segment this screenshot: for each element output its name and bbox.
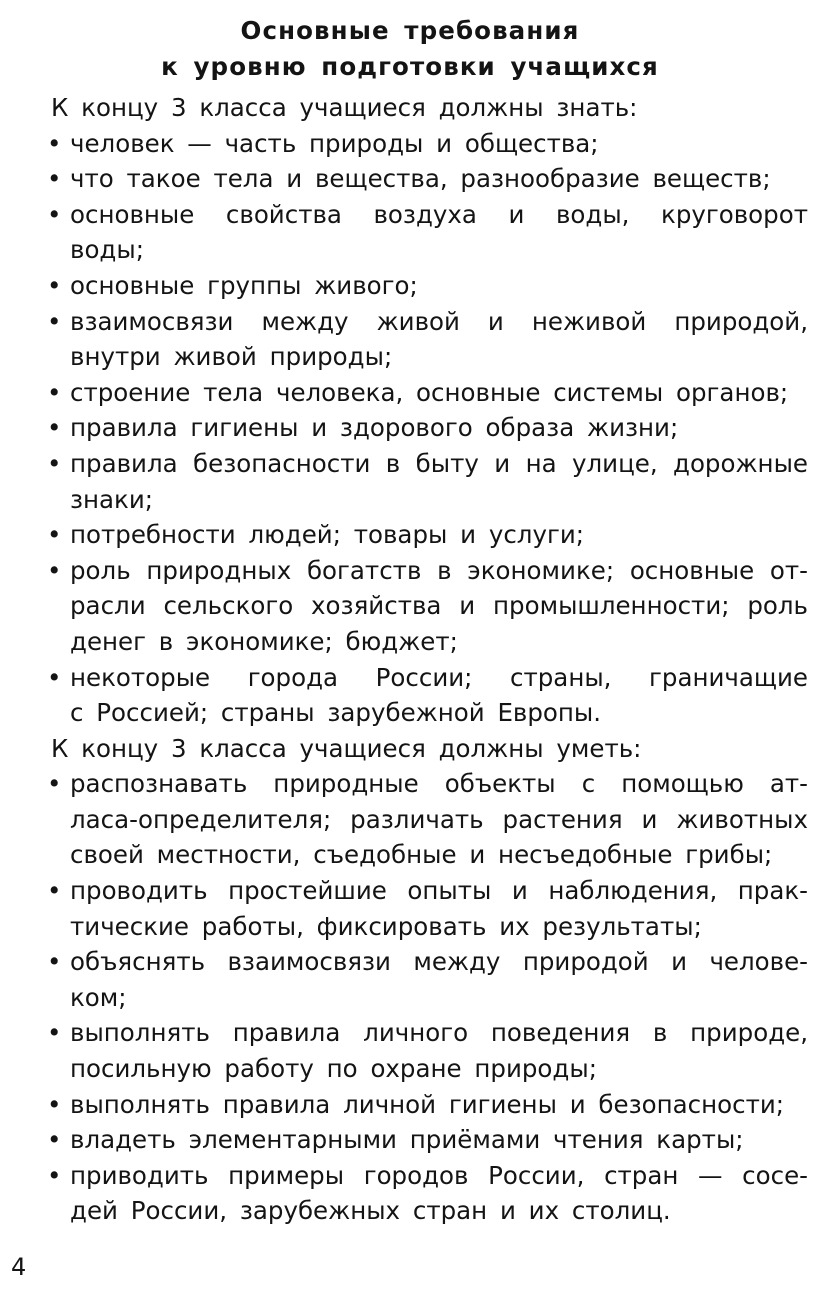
- list-item-line: объяснять взаимосвязи между природой и челове-: [70, 947, 808, 977]
- bullet-icon: •: [47, 555, 62, 585]
- list-item: [0, 126, 820, 162]
- list-item-line: денег в экономике; бюджет;: [70, 626, 458, 656]
- list-item: [0, 766, 820, 873]
- list-item: [0, 268, 820, 304]
- list-item: [0, 1122, 820, 1158]
- bullet-icon: •: [47, 448, 62, 478]
- list-item-line: распознавать природные объекты с помощью ат-: [70, 769, 808, 799]
- requirements-content: [0, 90, 820, 1229]
- bullet-icon: •: [47, 164, 62, 194]
- list-item-line: своей местности, съедобные и несъедобные грибы;: [70, 840, 773, 870]
- list-item-line: тические работы, фиксировать их результаты;: [70, 911, 702, 941]
- page-title: [0, 0, 820, 85]
- list-item-line: посильную работу по охране природы;: [70, 1054, 597, 1084]
- list-item-line: роль природных богатств в экономике; основные от-: [70, 555, 808, 585]
- know-lead: К концу 3 класса учащиеся должны знать:: [51, 93, 638, 122]
- list-item-line: основные свойства воздуха и воды, круговорот: [70, 199, 808, 229]
- bullet-icon: •: [47, 947, 62, 977]
- bullet-icon: •: [47, 270, 62, 300]
- list-item-line: что такое тела и вещества, разнообразие веществ;: [70, 164, 771, 194]
- list-item: [0, 660, 820, 731]
- list-item: [0, 1015, 820, 1086]
- list-item-line: ком;: [70, 982, 127, 1012]
- bullet-icon: •: [47, 1160, 62, 1190]
- know-list: [0, 126, 820, 731]
- list-item: [0, 375, 820, 411]
- list-item-line: с Россией; страны зарубежной Европы.: [70, 698, 602, 728]
- can-list: [0, 766, 820, 1229]
- list-item-line: владеть элементарными приёмами чтения карты;: [70, 1125, 744, 1155]
- list-item-line: выполнять правила личного поведения в природе,: [70, 1018, 808, 1048]
- list-item-line: человек — часть природы и общества;: [70, 128, 599, 158]
- title-line-1: Основные требования: [240, 16, 580, 45]
- list-item: [0, 553, 820, 660]
- list-item-line: знаки;: [70, 484, 154, 514]
- list-item-line: приводить примеры городов России, стран — сосе-: [70, 1160, 808, 1190]
- bullet-icon: •: [47, 377, 62, 407]
- list-item: [0, 410, 820, 446]
- list-item: [0, 197, 820, 268]
- can-lead: К концу 3 класса учащиеся должны уметь:: [51, 733, 642, 763]
- list-item-line: некоторые города России; страны, граничащие: [70, 662, 808, 692]
- list-item-line: строение тела человека, основные системы органов;: [70, 377, 789, 407]
- bullet-icon: •: [47, 876, 62, 906]
- list-item-line: внутри живой природы;: [70, 342, 393, 372]
- list-item: [0, 1158, 820, 1229]
- list-item: [0, 1087, 820, 1123]
- list-item-line: ласа-определителя; различать растения и животных: [70, 804, 808, 834]
- list-item: [0, 446, 820, 517]
- list-item-line: правила гигиены и здорового образа жизни;: [70, 413, 679, 443]
- page-number: 4: [11, 1253, 27, 1281]
- bullet-icon: •: [47, 662, 62, 692]
- list-item-line: дей России, зарубежных стран и их столиц.: [70, 1196, 671, 1226]
- bullet-icon: •: [47, 769, 62, 799]
- list-item-line: основные группы живого;: [70, 270, 418, 300]
- list-item-line: расли сельского хозяйства и промышленности; роль: [70, 591, 808, 621]
- list-item-line: потребности людей; товары и услуги;: [70, 520, 585, 550]
- list-item-line: воды;: [70, 235, 144, 265]
- list-item: [0, 517, 820, 553]
- list-item: [0, 304, 820, 375]
- bullet-icon: •: [47, 413, 62, 443]
- list-item-line: выполнять правила личной гигиены и безопасности;: [70, 1089, 785, 1119]
- list-item-line: взаимосвязи между живой и неживой природой,: [70, 306, 808, 336]
- list-item: [0, 161, 820, 197]
- bullet-icon: •: [47, 520, 62, 550]
- list-item: [0, 873, 820, 944]
- list-item: [0, 944, 820, 1015]
- list-item-line: проводить простейшие опыты и наблюдения, прак-: [70, 876, 808, 906]
- bullet-icon: •: [47, 1089, 62, 1119]
- bullet-icon: •: [47, 128, 62, 158]
- bullet-icon: •: [47, 306, 62, 336]
- bullet-icon: •: [47, 1018, 62, 1048]
- list-item-line: правила безопасности в быту и на улице, дорожные: [70, 448, 808, 478]
- bullet-icon: •: [47, 199, 62, 229]
- bullet-icon: •: [47, 1125, 62, 1155]
- title-line-2: к уровню подготовки учащихся: [161, 52, 659, 81]
